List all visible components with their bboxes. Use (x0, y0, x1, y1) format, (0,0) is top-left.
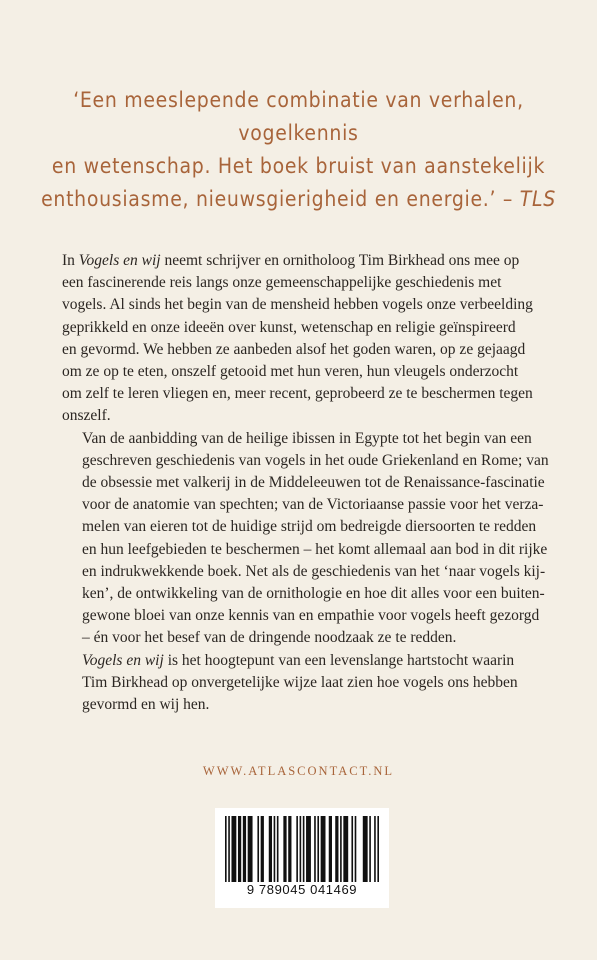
blurb-line: In Vogels en wij neemt schrijver en ornitholoog Tim Birkhead ons mee op (62, 252, 520, 269)
book-title: Vogels en wij (78, 252, 161, 269)
barcode-bar (274, 816, 276, 882)
book-title: Vogels en wij (82, 651, 164, 669)
barcode-bar (340, 816, 342, 882)
barcode-bar (225, 816, 227, 882)
barcode-bar (335, 816, 338, 882)
barcode-bar (369, 816, 371, 882)
barcode-bar (238, 816, 241, 882)
barcode-bar (329, 816, 332, 882)
blurb-line: ken’, de ontwikkeling van de ornithologie en hoe dit alles voor een buiten- (82, 585, 545, 603)
barcode-bar (288, 816, 291, 882)
back-cover-blurb (62, 250, 548, 716)
isbn-digits: 9 789045 041469 (246, 882, 358, 897)
blurb-line: onszelf. (62, 407, 111, 425)
barcode-bar (306, 816, 311, 882)
barcode-bar (261, 816, 264, 882)
blurb-line: vogels. Al sinds het begin van de mensheid hebben vogels onze verbeelding (62, 296, 533, 314)
barcode-bar (321, 816, 326, 882)
blurb-line: geschreven geschiedenis van vogels in het oude Griekenland en Rome; van (82, 451, 549, 469)
blurb-line: om ze op te eten, onszelf getooid met hun veren, hun vleugels onderzocht (62, 363, 519, 381)
barcode-bar (228, 816, 230, 882)
blurb-paragraph-2 (62, 428, 548, 650)
blurb-line: – én voor het besef van de dringende noodzaak ze te redden. (82, 629, 457, 647)
blurb-line: een fascinerende reis langs onze gemeenschappelijke geschiedenis met (62, 274, 502, 292)
isbn-barcode (215, 808, 389, 908)
blurb-line: geprikkeld en onze ideeën over kunst, wetenschap en religie geïnspireerd (62, 318, 516, 336)
barcode-bar (269, 816, 272, 882)
barcode-bar (296, 816, 298, 882)
barcode-bar (374, 816, 376, 882)
barcode-bar (243, 816, 246, 882)
barcode-bar (277, 816, 279, 882)
blurb-line: melen van eieren tot de huidige strijd om bedreigde diersoorten te redden (82, 518, 537, 536)
barcode-bar (377, 816, 379, 882)
barcode-bar (351, 816, 353, 882)
quote-line: ‘Een meeslepende combinatie van verhalen, vogelkennis (73, 88, 524, 145)
barcode-bar (283, 816, 286, 882)
barcode-bar (300, 816, 302, 882)
blurb-line: en gevormd. We hebben ze aanbeden alsof het goden waren, op ze gejaagd (62, 340, 526, 358)
blurb-line: gewone bloei van onze kennis van en empathie voor vogels heeft gezorgd (82, 607, 540, 625)
barcode-bar (343, 816, 348, 882)
blurb-line: Tim Birkhead op onvergetelijke wijze laat zien hoe vogels ons hebben (82, 673, 518, 691)
barcode-bars (225, 816, 379, 882)
blurb-line: en hun leefgebieden te beschermen – het komt allemaal aan bod in dit rijke (82, 540, 548, 558)
quote-source: TLS (519, 187, 556, 211)
barcode-bar (248, 816, 253, 882)
quote-line: enthousiasme, nieuwsgierigheid en energie.’ – TLS (41, 187, 556, 211)
barcode-bar (317, 816, 319, 882)
barcode-bar (363, 816, 368, 882)
barcode-bar (231, 816, 236, 882)
blurb-line: Vogels en wij is het hoogtepunt van een levenslange hartstocht waarin (82, 651, 515, 669)
blurb-paragraph-1 (62, 250, 548, 428)
blurb-line: gevormd en wij hen. (82, 696, 210, 714)
review-quote (40, 84, 557, 216)
blurb-line: Van de aanbidding van de heilige ibissen in Egypte tot het begin van een (82, 429, 532, 447)
barcode-bar (257, 816, 259, 882)
barcode-bar (355, 816, 357, 882)
barcode-bar (314, 816, 316, 882)
quote-line: en wetenschap. Het boek bruist van aanstekelijk (51, 154, 546, 178)
blurb-line: voor de anatomie van spechten; van de Victoriaanse passie voor het verza- (82, 496, 544, 514)
blurb-line: de obsessie met valkerij in de Middeleeuwen tot de Renaissance-fascinatie (82, 474, 545, 492)
blurb-line: en indrukwekkende boek. Net als de geschiedenis van het ‘naar vogels kij- (82, 562, 546, 580)
blurb-line: om zelf te leren vliegen en, meer recent, geprobeerd ze te beschermen tegen (62, 385, 533, 403)
barcode-bar (303, 816, 305, 882)
publisher-url[interactable]: WWW.ATLASCONTACT.NL (202, 764, 395, 778)
blurb-paragraph-3 (62, 650, 548, 717)
